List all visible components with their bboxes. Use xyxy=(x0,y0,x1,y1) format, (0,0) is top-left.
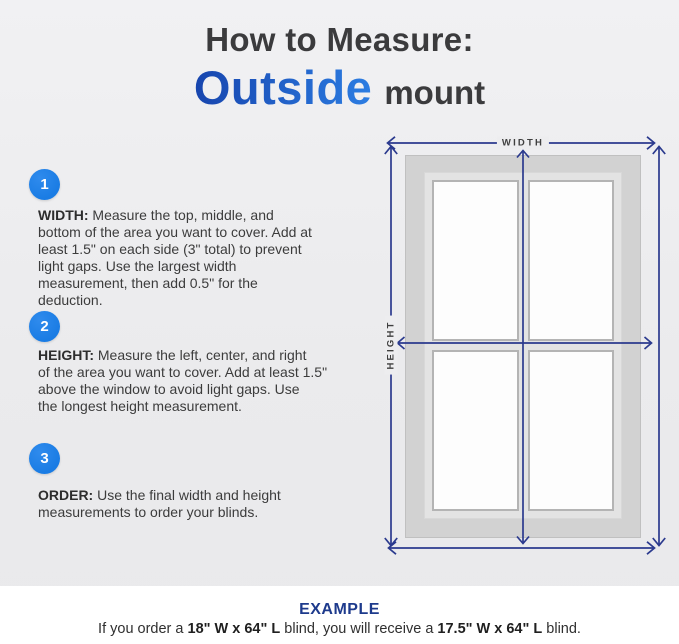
step-text-line: the longest height measurement. xyxy=(38,398,242,414)
step-3 xyxy=(29,443,281,521)
step-text-line: ORDER: Use the final width and height xyxy=(38,487,281,503)
width-arrow-bottom xyxy=(389,542,655,554)
step-label: HEIGHT: xyxy=(38,347,94,363)
step-text-line: deduction. xyxy=(38,292,103,308)
window-pane-bottom-right xyxy=(528,350,615,511)
example-heading: EXAMPLE xyxy=(299,601,380,618)
step-text xyxy=(38,347,327,415)
step-text xyxy=(38,207,312,309)
window-pane-bottom-left xyxy=(432,350,519,511)
window-frame xyxy=(405,155,641,538)
step-number-badge: 2 xyxy=(29,311,60,342)
step-text-line: measurement, then add 0.5" for the xyxy=(38,275,258,291)
window-pane-top-right xyxy=(528,180,615,341)
example-bold-segment: 18" W x 64" L xyxy=(187,621,281,637)
step-label: WIDTH: xyxy=(38,207,89,223)
title-mount-text: mount xyxy=(384,74,486,111)
title-outside-text: Outside xyxy=(193,61,373,114)
step-text-line: HEIGHT: Measure the left, center, and right xyxy=(38,347,307,363)
step-text xyxy=(38,487,281,521)
step-text-line: light gaps. Use the largest width xyxy=(38,258,237,274)
step-label: ORDER: xyxy=(38,487,94,503)
step-number-badge: 3 xyxy=(29,443,60,474)
example-text xyxy=(0,621,679,637)
example-segment: If you order a xyxy=(98,621,188,637)
step-1 xyxy=(29,169,312,309)
step-text-line: bottom of the area you want to cover. Add at xyxy=(38,224,312,240)
step-text-line: least 1.5" on each side (3" total) to prevent xyxy=(38,241,302,257)
example-bold-segment: 17.5" W x 64" L xyxy=(437,621,543,637)
window-panes xyxy=(432,180,614,511)
height-arrow-label: HEIGHT xyxy=(385,315,398,374)
page-title: How to Measure: xyxy=(205,21,474,58)
header xyxy=(0,22,679,115)
example-segment: blind. xyxy=(542,621,581,637)
step-text-line: above the window to avoid light gaps. Use xyxy=(38,381,300,397)
step-text-line: measurements to order your blinds. xyxy=(38,504,259,520)
step-2 xyxy=(29,311,327,415)
step-text-line: WIDTH: Measure the top, middle, and xyxy=(38,207,274,223)
window-pane-top-left xyxy=(432,180,519,341)
width-arrow-label: WIDTH xyxy=(497,137,549,150)
example-segment: blind, you will receive a xyxy=(280,621,438,637)
height-arrow-right xyxy=(653,147,665,546)
step-number-badge: 1 xyxy=(29,169,60,200)
page-subtitle xyxy=(0,60,679,115)
example-section xyxy=(0,586,679,644)
step-text-line: of the area you want to cover. Add at least 1.5" xyxy=(38,364,328,380)
window-inner-frame xyxy=(424,172,622,519)
